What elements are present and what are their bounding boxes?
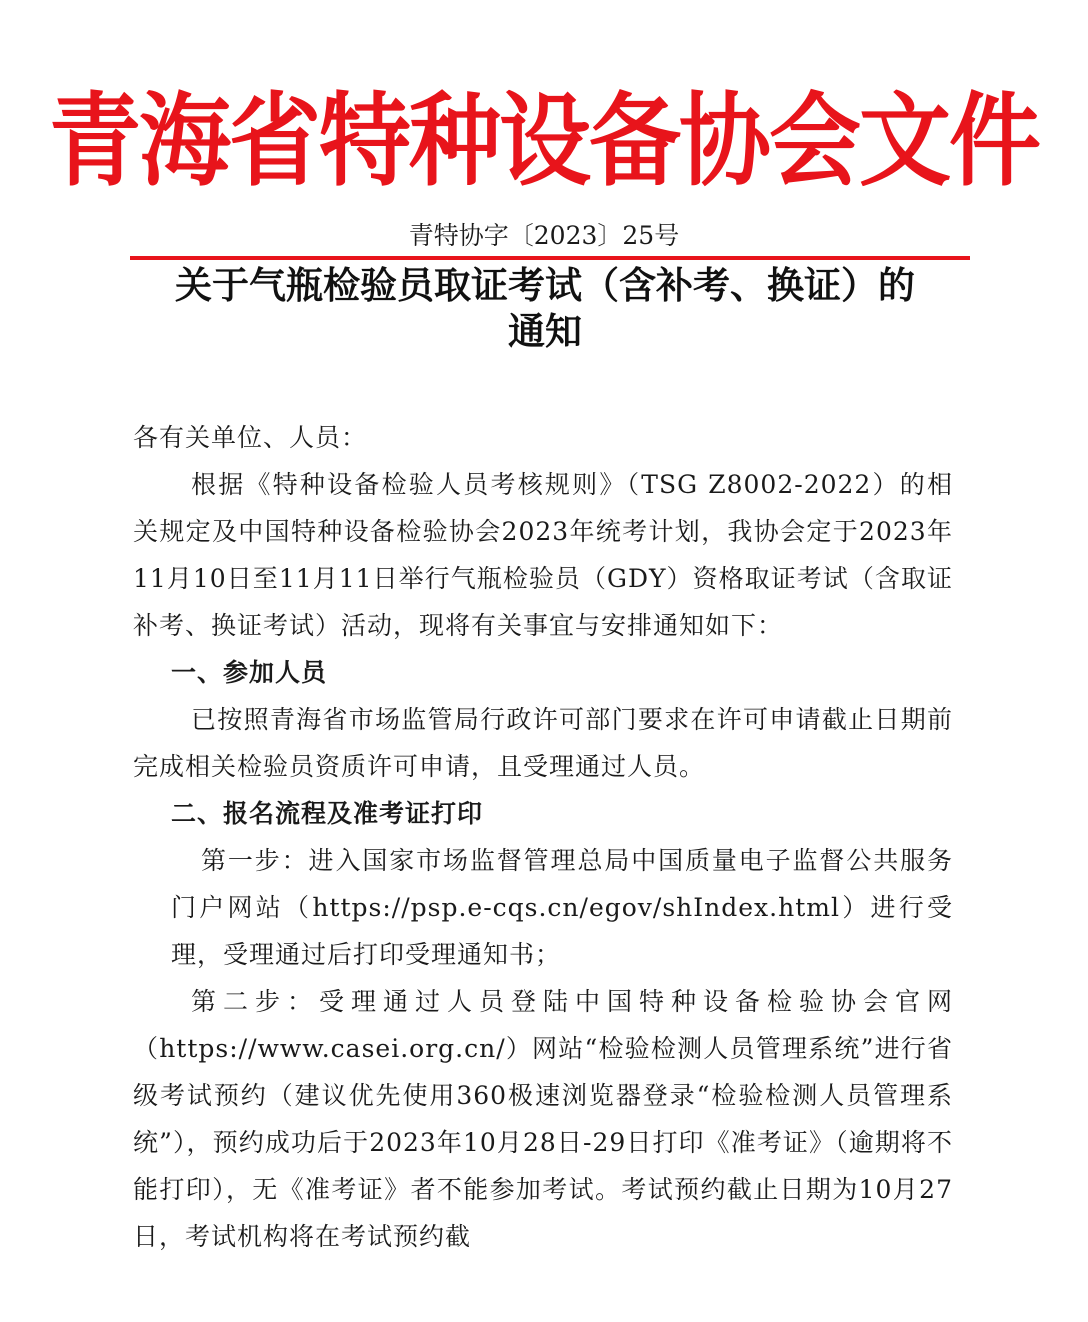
- notice-title: [120, 262, 970, 354]
- section-2-heading: 二、报名流程及准考证打印: [171, 799, 484, 828]
- masthead-title: 青海省特种设备协会文件: [48, 82, 1039, 201]
- section-1-heading: 一、参加人员: [171, 658, 328, 687]
- section-1-text: 已按照青海省市场监管局行政许可部门要求在许可申请截止日期前完成相关检验员资质许可申请，且受理通过人员。: [133, 705, 953, 781]
- intro-paragraph: 根据《特种设备检验人员考核规则》（TSG Z8002-2022）的相关规定及中国特种设备检验协会2023年统考计划，我协会定于2023年11月10日至11月11日举行气瓶检验员（GDY）资格取证考试（含取证补考、换证考试）活动，现将有关事宜与安排通知如下：: [133, 470, 953, 640]
- document-body: [133, 414, 953, 1260]
- section-2-step-1: 第一步：进入国家市场监督管理总局中国质量电子监督公共服务门户网站（https://psp.e-cqs.cn/egov/shIndex.html）进行受理，受理通过后打印受理通知书；: [171, 846, 953, 969]
- red-divider-line: [130, 256, 970, 260]
- notice-title-line-2: 通知: [508, 309, 582, 353]
- document-number: 青特协字〔2023〕25号: [408, 221, 680, 250]
- salutation: 各有关单位、人员：: [133, 423, 368, 452]
- section-2-step-2: 第二步：受理通过人员登陆中国特种设备检验协会官网（https://www.casei.org.cn/）网站“检验检测人员管理系统”进行省级考试预约（建议优先使用360极速浏览器登录“检验检测人员管理系统”），预约成功后于2023年10月28日-29日打印《准考证》（逾期将不能打印），无《准考证》者不能参加考试。考试预约截止日期为10月27日，考试机构将在考试预约截: [133, 987, 953, 1251]
- notice-title-line-1: 关于气瓶检验员取证考试（含补考、换证）的: [175, 263, 915, 307]
